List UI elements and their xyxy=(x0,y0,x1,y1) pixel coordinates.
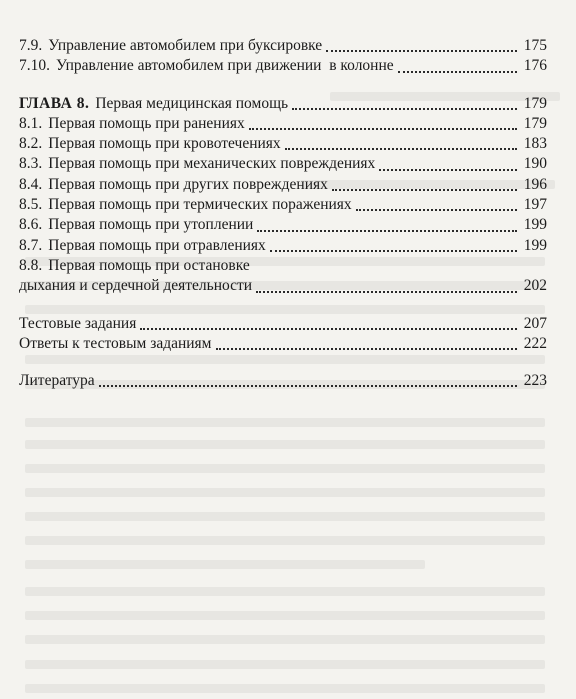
entry-number: 8.5. xyxy=(19,196,43,214)
entry-title: Ответы к тестовым заданиям xyxy=(19,334,212,352)
entry-title: Первая помощь при механических повреждениях xyxy=(48,155,376,173)
toc-chapter-8[interactable] xyxy=(19,94,547,114)
entry-title: Управление автомобилем при буксировке xyxy=(48,37,323,54)
dot-leader xyxy=(140,328,517,330)
dot-leader xyxy=(398,71,517,73)
toc-entry-literature[interactable] xyxy=(19,371,547,391)
entry-title-continued: дыхания и сердечной деятельности xyxy=(19,277,253,295)
page-number: 197 xyxy=(523,196,547,214)
toc-entry-answers[interactable] xyxy=(19,334,547,354)
dot-leader xyxy=(216,348,518,350)
entry-number: 7.10. xyxy=(19,57,50,75)
dot-leader xyxy=(292,108,517,110)
dot-leader xyxy=(326,50,517,52)
dot-leader xyxy=(99,385,517,387)
entry-title: Первая помощь при утоплении xyxy=(48,216,254,234)
page-number: 190 xyxy=(523,155,547,173)
chapter-title: Первая медицинская помощь xyxy=(95,94,289,112)
entry-number: 8.3. xyxy=(19,155,43,173)
page-number: 183 xyxy=(523,135,547,153)
toc-entry-7-10[interactable] xyxy=(19,56,547,76)
dot-leader xyxy=(256,291,517,293)
toc-entry-8-8-line1[interactable] xyxy=(19,256,547,276)
entry-title: Первая помощь при ранениях xyxy=(48,114,245,132)
page-number: 179 xyxy=(523,94,547,112)
entry-number: 8.1. xyxy=(19,114,43,132)
dot-leader xyxy=(332,189,517,191)
entry-title: Первая помощь при термических поражениях xyxy=(48,196,352,214)
entry-number: 8.7. xyxy=(19,236,43,254)
entry-title: Первая помощь при кровотечениях xyxy=(48,135,281,153)
toc-entry-tests[interactable] xyxy=(19,314,547,334)
toc-entry-8-6[interactable] xyxy=(19,215,547,235)
toc-entry-8-7[interactable] xyxy=(19,236,547,256)
page-number: 179 xyxy=(523,114,547,132)
entry-number: 7.9. xyxy=(19,37,43,54)
page-number: 223 xyxy=(523,372,547,390)
table-of-contents xyxy=(19,36,547,391)
toc-entry-8-4[interactable] xyxy=(19,175,547,195)
toc-entry-8-5[interactable] xyxy=(19,195,547,215)
entry-number: 8.2. xyxy=(19,135,43,153)
page-number: 207 xyxy=(523,314,547,332)
dot-leader xyxy=(356,209,517,211)
toc-entry-8-2[interactable] xyxy=(19,134,547,154)
dot-leader xyxy=(257,230,517,232)
toc-entry-7-9[interactable] xyxy=(19,36,547,56)
entry-title: Первая помощь при отравлениях xyxy=(48,236,266,254)
page-number: 199 xyxy=(523,216,547,234)
toc-entry-8-1[interactable] xyxy=(19,114,547,134)
dot-leader xyxy=(285,148,517,150)
entry-number: 8.4. xyxy=(19,175,43,193)
toc-entry-8-3[interactable] xyxy=(19,154,547,174)
entry-title: Литература xyxy=(19,372,95,390)
page-number: 176 xyxy=(523,57,547,75)
dot-leader xyxy=(270,250,517,252)
page-number: 199 xyxy=(523,236,547,254)
page-number: 175 xyxy=(523,37,547,54)
entry-title: Первая помощь при других повреждениях xyxy=(48,175,328,193)
entry-title: Управление автомобилем при движении в колонне xyxy=(56,57,394,75)
dot-leader xyxy=(379,169,517,171)
entry-number: 8.8. xyxy=(19,256,43,274)
dot-leader xyxy=(249,128,517,130)
entry-title: Тестовые задания xyxy=(19,314,137,332)
page-number: 196 xyxy=(523,175,547,193)
page-number: 202 xyxy=(523,277,547,295)
page-number: 222 xyxy=(523,334,547,352)
toc-entry-8-8-line2[interactable] xyxy=(19,276,547,296)
chapter-number: ГЛАВА 8. xyxy=(19,94,90,112)
entry-title: Первая помощь при остановке xyxy=(48,256,250,274)
entry-number: 8.6. xyxy=(19,216,43,234)
